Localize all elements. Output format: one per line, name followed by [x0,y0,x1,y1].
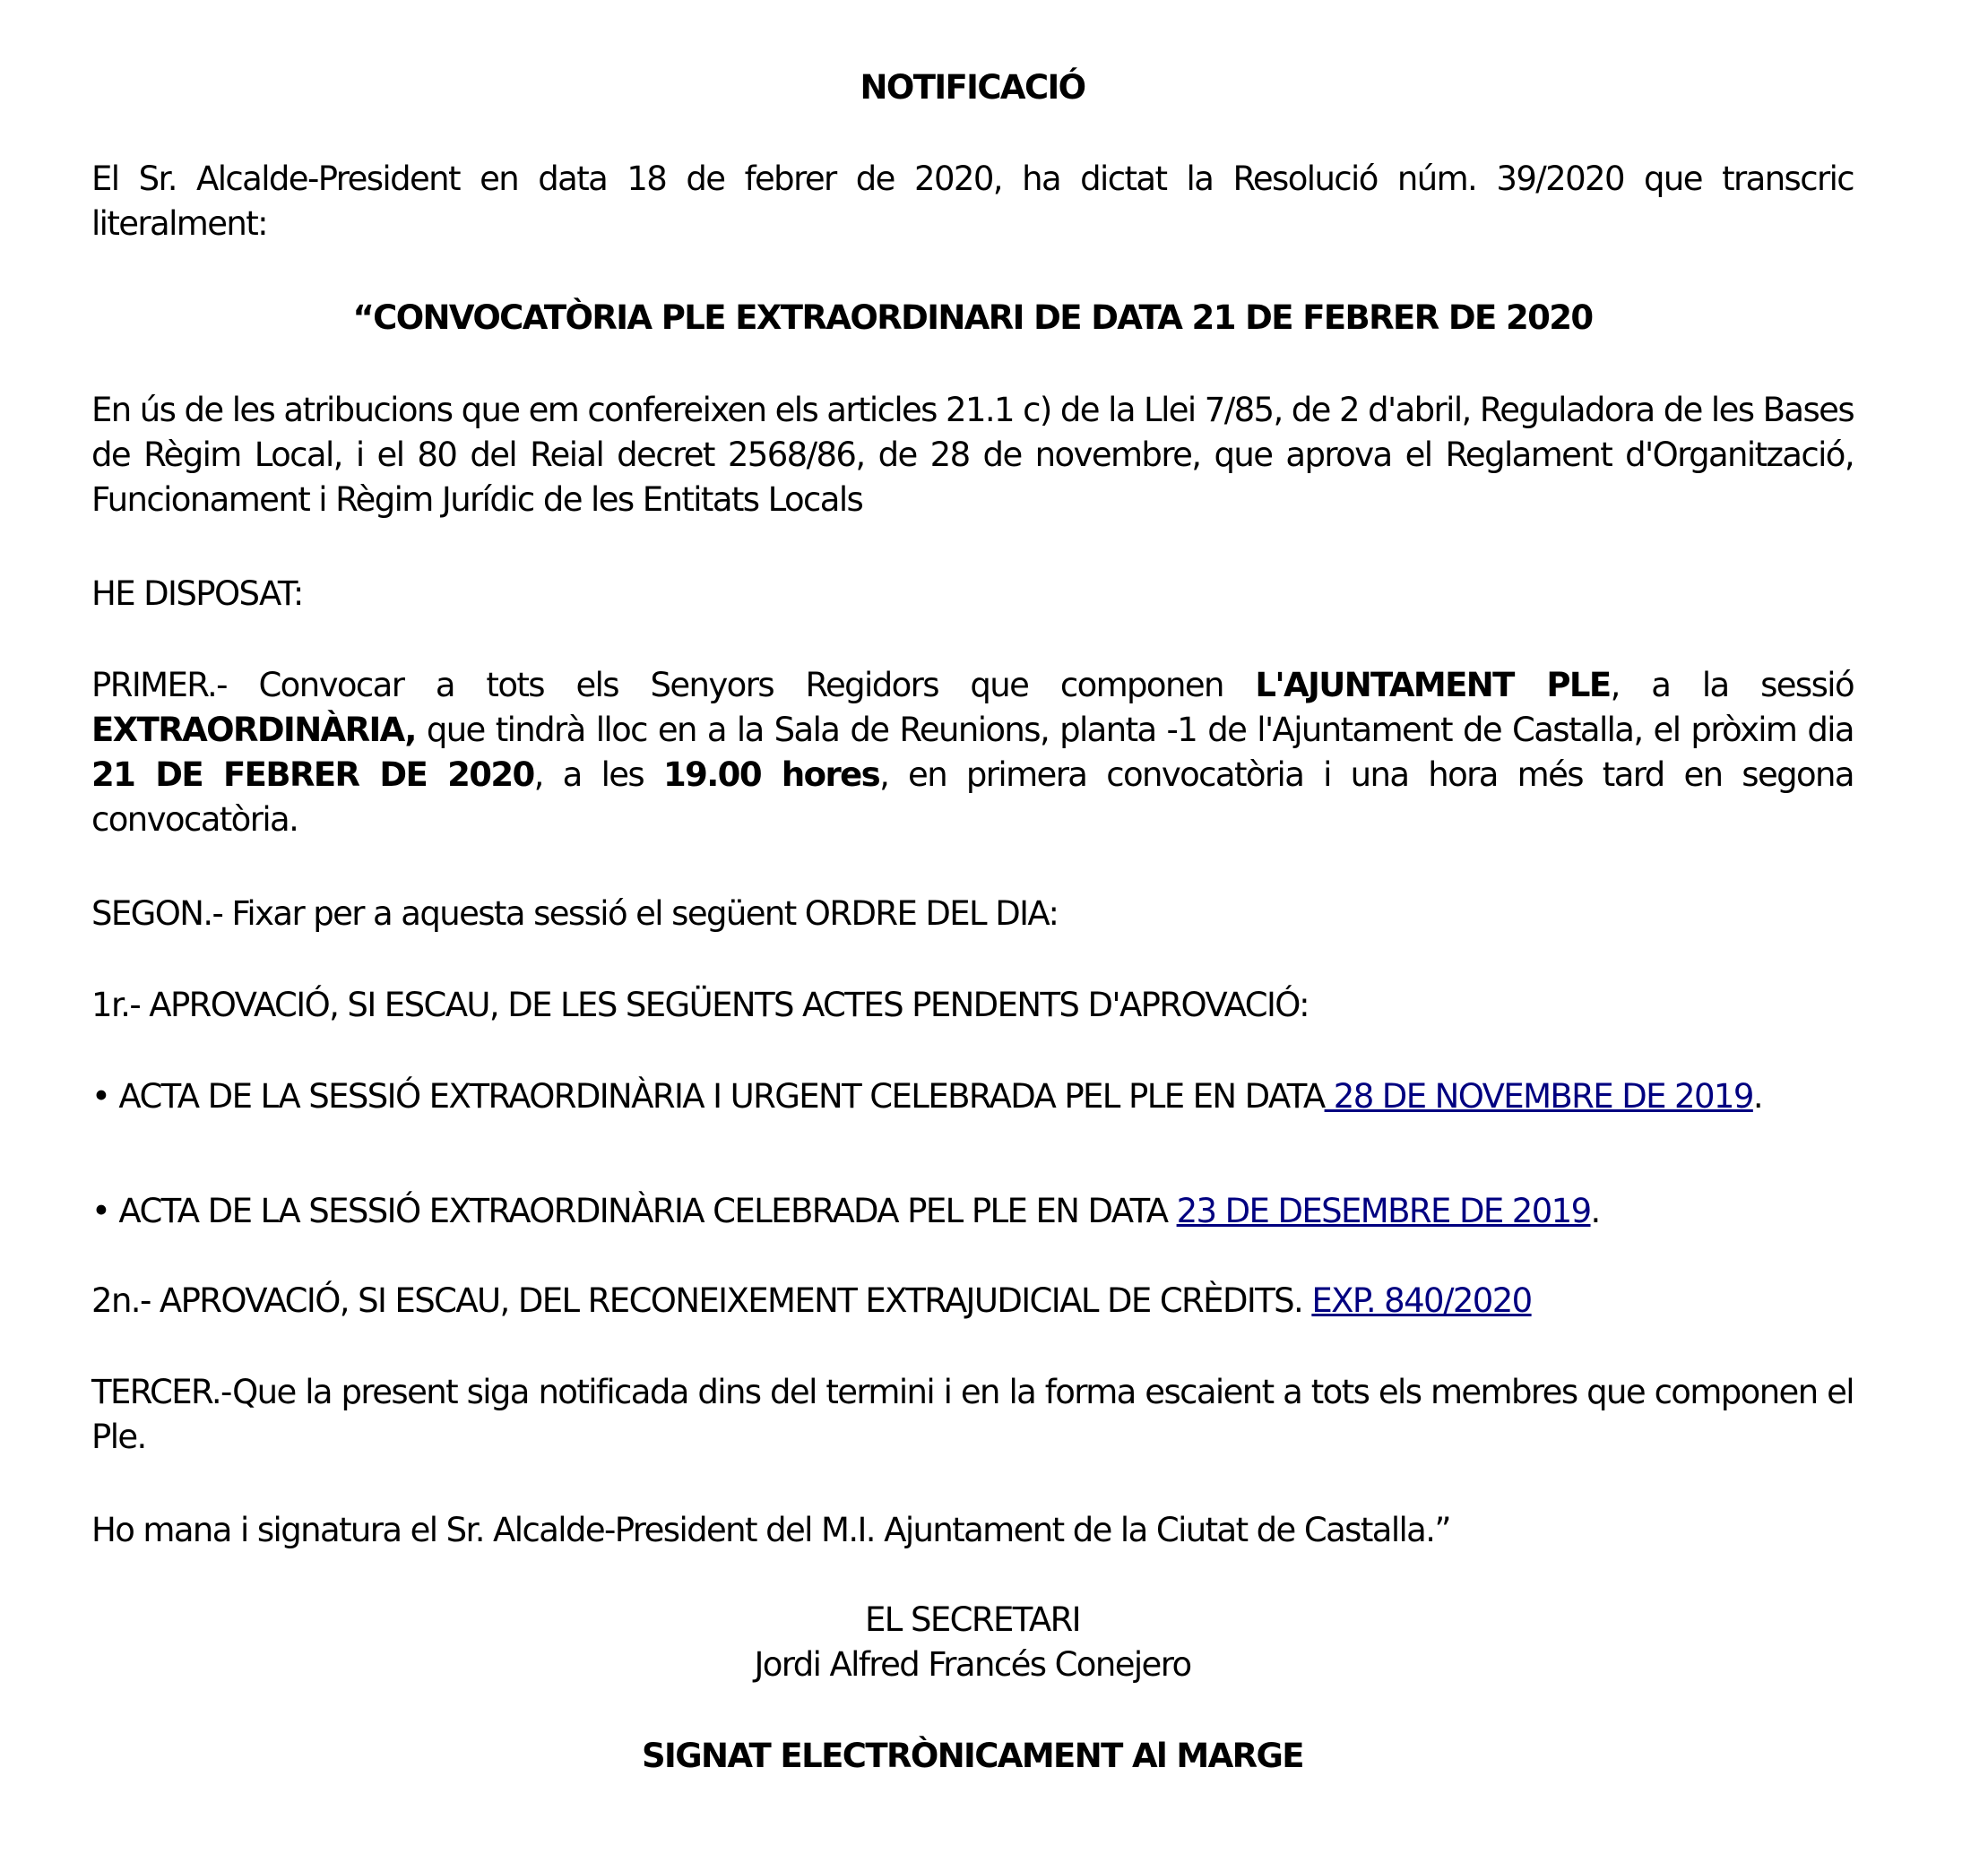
bullet-1-suffix: . [1752,1077,1762,1116]
primer-bold-time: 19.00 hores [662,755,880,794]
he-disposat-heading: HE DISPOSAT: [91,574,303,613]
resolution-title: “CONVOCATÒRIA PLE EXTRAORDINARI DE DATA 21 DE FEBRER DE 2020 [352,298,1593,337]
closing-paragraph: Ho mana i signatura el Sr. Alcalde-President del M.I. Ajuntament de la Ciutat de Castalla.” [91,1511,1450,1549]
segon-paragraph: SEGON.- Fixar per a aquesta sessió el següent ORDRE DEL DIA: [91,894,1059,933]
primer-text-1: PRIMER.- Convocar a tots els Senyors Regidors que componen [91,666,1256,704]
signature-name: Jordi Alfred Francés Conejero [754,1645,1191,1684]
item-2-text: 2n.- APROVACIÓ, SI ESCAU, DEL RECONEIXEMENT EXTRAJUDICIAL DE CRÈDITS. [91,1281,1312,1320]
electronic-signature-footer: SIGNAT ELECTRÒNICAMENT Al MARGE [642,1737,1303,1775]
link-acta-28-novembre-2019[interactable]: 28 DE NOVEMBRE DE 2019 [1324,1077,1753,1116]
bullet-2-text: • ACTA DE LA SESSIÓ EXTRAORDINÀRIA CELEBRADA PEL PLE EN DATA [91,1192,1177,1230]
agenda-item-2 [91,1279,1854,1324]
signature-role: EL SECRETARI [865,1600,1080,1639]
primer-text-5: , en primera convocatòria i una hora més tard en segona convocatòria. [91,755,1854,839]
preamble-paragraph: En ús de les atribucions que em confereixen els articles 21.1 c) de la Llei 7/85, de 2 d'abril, Reguladora de les Bases de Règim Local, i el 80 del Reial decret 2568/86, de 28 de novembre, que aprova el Reglament d'Organització, Funcionament i Règim Jurídic de les Entitats Locals [91,391,1854,519]
agenda-bullet-1 [91,1074,1854,1119]
link-exp-840-2020[interactable]: EXP. 840/2020 [1311,1281,1532,1320]
agenda-item-1: 1r.- APROVACIÓ, SI ESCAU, DE LES SEGÜENTS ACTES PENDENTS D'APROVACIÓ: [91,986,1309,1024]
primer-text-3: que tindrà lloc en a la Sala de Reunions, planta -1 de l'Ajuntament de Castalla, el pròxim dia [415,711,1854,749]
primer-text-2: , a la sessió [1610,666,1854,704]
primer-bold-ajuntament: L'AJUNTAMENT PLE [1255,666,1611,704]
primer-bold-extraordinaria: EXTRAORDINÀRIA, [91,711,416,749]
intro-paragraph: El Sr. Alcalde-President en data 18 de febrer de 2020, ha dictat la Resolució núm. 39/2020 que transcric literalment: [91,160,1854,243]
primer-paragraph [91,663,1854,842]
primer-bold-date: 21 DE FEBRER DE 2020 [91,755,534,794]
tercer-paragraph: TERCER.-Que la present siga notificada dins del termini i en la forma escaient a tots els membres que componen el Ple. [91,1373,1854,1456]
document-title: NOTIFICACIÓ [860,68,1085,107]
primer-text-4: , a les [533,755,663,794]
bullet-1-text: • ACTA DE LA SESSIÓ EXTRAORDINÀRIA I URGENT CELEBRADA PEL PLE EN DATA [91,1077,1325,1116]
link-acta-23-desembre-2019[interactable]: 23 DE DESEMBRE DE 2019 [1176,1192,1591,1230]
agenda-bullet-2 [91,1189,1854,1234]
bullet-2-suffix: . [1590,1192,1600,1230]
